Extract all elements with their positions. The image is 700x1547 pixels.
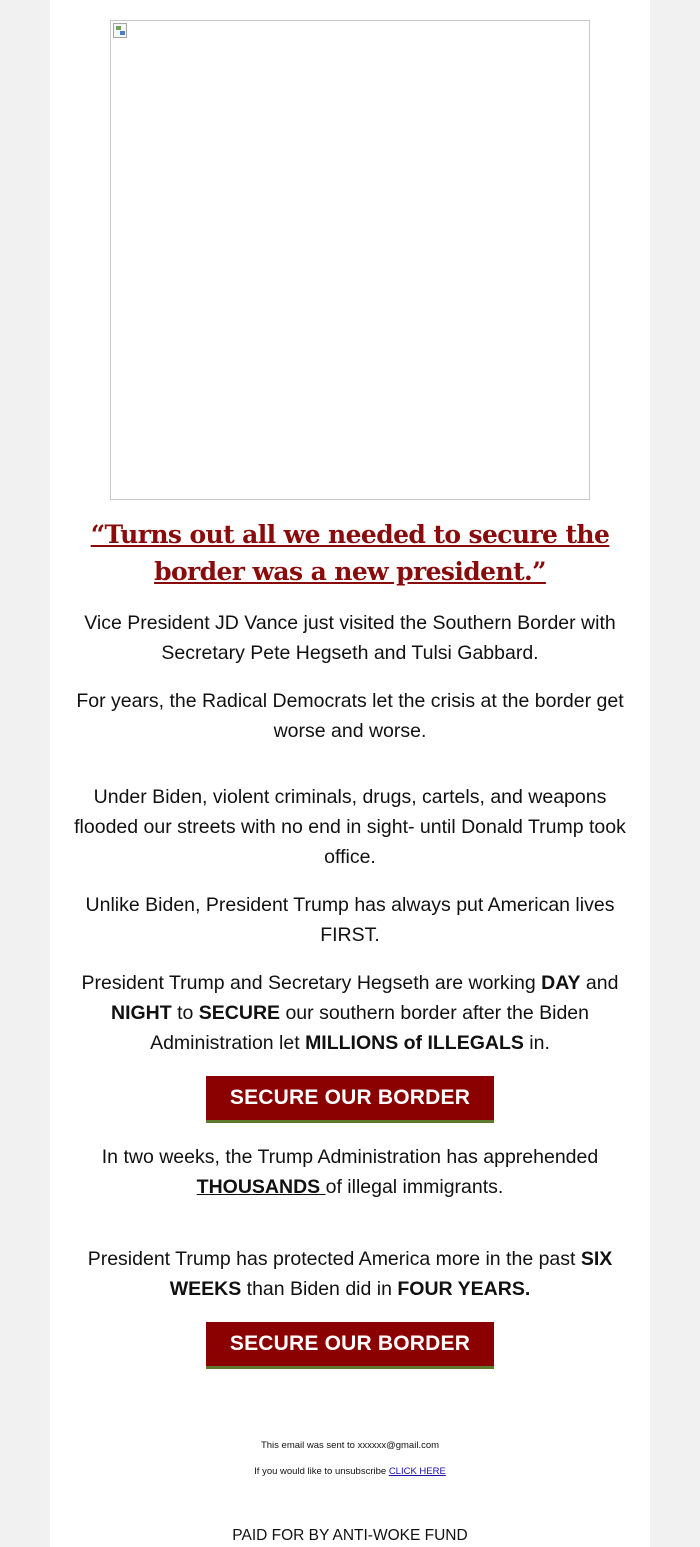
paragraph-radical-democrats: For years, the Radical Democrats let the crisis at the border get worse and worse. <box>76 690 624 742</box>
text-segment: In two weeks, the Trump Administration has apprehended <box>101 1146 599 1168</box>
emphasis-four-years: FOUR YEARS. <box>397 1278 531 1300</box>
footer-unsubscribe <box>70 1465 630 1479</box>
email-body <box>50 0 650 1547</box>
footer-sent-prefix: This email was sent to <box>260 1440 358 1451</box>
hero-image-placeholder[interactable] <box>110 20 590 500</box>
text-segment: our southern border after the Biden Administration let <box>150 1002 589 1054</box>
text-segment: in. <box>523 1032 550 1054</box>
footer-email-address: xxxxxx@gmail.com <box>357 1440 440 1451</box>
text-segment: than Biden did in <box>241 1278 398 1300</box>
emphasis-day: DAY <box>541 972 581 994</box>
text-segment: and <box>580 972 619 994</box>
paragraph-american-lives: Unlike Biden, President Trump has always put American lives FIRST. <box>85 894 615 946</box>
paragraph-vance-visit: Vice President JD Vance just visited the Southern Border with Secretary Pete Hegseth and Tulsi Gabbard. <box>84 612 616 664</box>
paid-for-disclaimer: PAID FOR BY ANTI-WOKE FUND <box>232 1527 468 1544</box>
paragraph-six-weeks <box>70 1244 630 1304</box>
text-segment: to <box>171 1002 199 1024</box>
text-segment: President Trump has protected America more in the past <box>87 1248 581 1270</box>
emphasis-thousands: THOUSANDS <box>196 1176 326 1198</box>
secure-border-button-top[interactable]: SECURE OUR BORDER <box>206 1076 494 1123</box>
text-segment: President Trump and Secretary Hegseth are working <box>81 972 542 994</box>
emphasis-night: NIGHT <box>110 1002 172 1024</box>
broken-image-icon <box>113 23 127 38</box>
headline-quote[interactable]: “Turns out all we needed to secure the border was a new president.” <box>90 520 610 586</box>
paragraph-day-and-night <box>70 968 630 1058</box>
unsubscribe-link[interactable]: CLICK HERE <box>388 1466 446 1477</box>
paragraph-under-biden: Under Biden, violent criminals, drugs, cartels, and weapons flooded our streets with no end in sight- until Donald Trump took office. <box>74 786 626 868</box>
paragraph-two-weeks <box>70 1142 630 1202</box>
emphasis-six-weeks: SIX WEEKS <box>169 1248 613 1300</box>
emphasis-secure: SECURE <box>198 1002 281 1024</box>
footer-sent-to <box>70 1439 630 1453</box>
footer-unsubscribe-prefix: If you would like to unsubscribe <box>254 1466 389 1477</box>
text-segment: of illegal immigrants. <box>325 1176 504 1198</box>
secure-border-button-bottom[interactable]: SECURE OUR BORDER <box>206 1322 494 1369</box>
emphasis-millions: MILLIONS of ILLEGALS <box>305 1032 524 1054</box>
